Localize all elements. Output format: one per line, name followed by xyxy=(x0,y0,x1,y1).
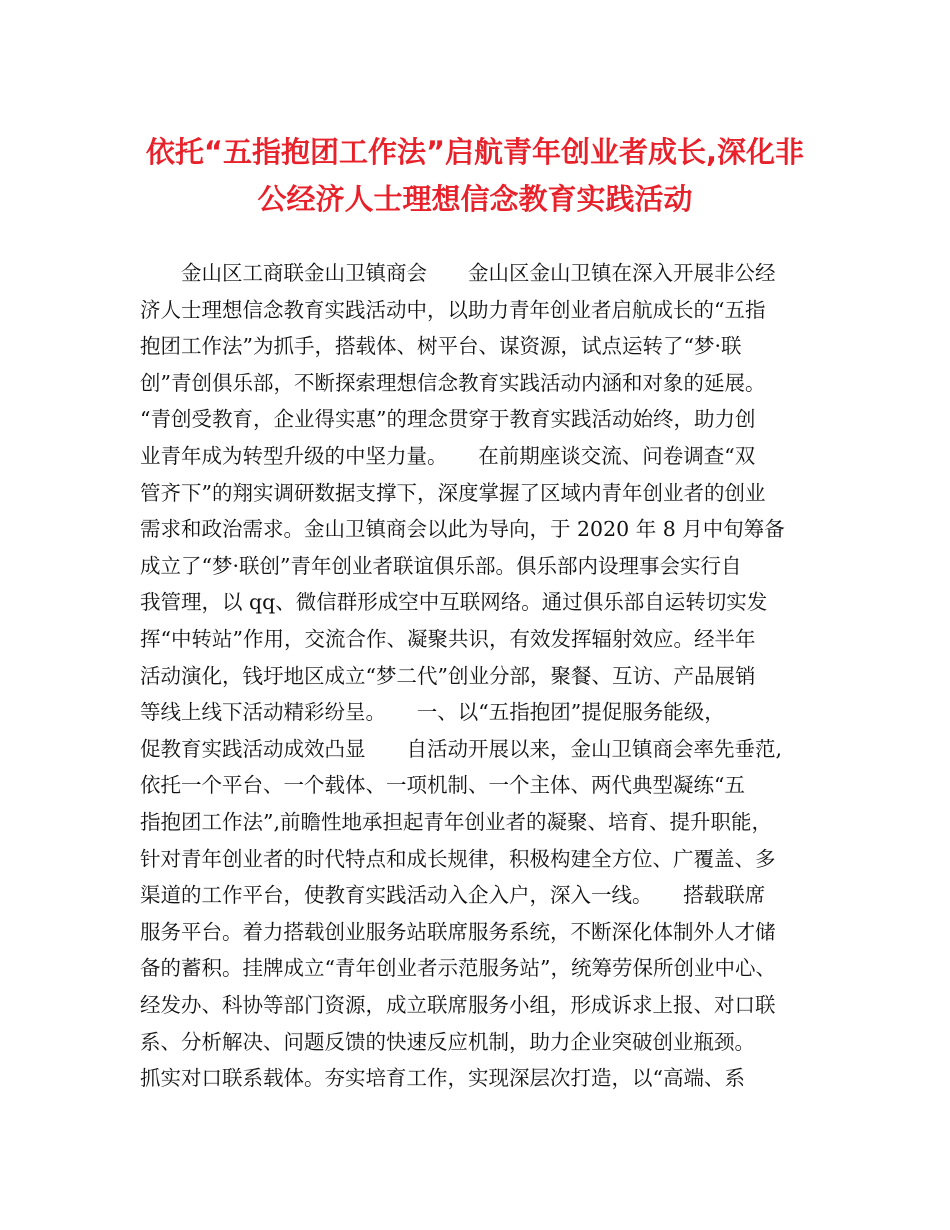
body-line-9: 成立了“梦·联创”青年创业者联谊俱乐部。俱乐部内设理事会实行自 xyxy=(140,553,742,578)
body-line-1: 金山区工商联金山卫镇商会 金山区金山卫镇在深入开展非公经 xyxy=(140,261,776,285)
body-line-16: 指抱团工作法”,前瞻性地承担起青年创业者的凝聚、培育、提升职能， xyxy=(140,810,772,834)
body-line-20: 备的蓄积。挂牌成立“青年创业者示范服务站”，统筹劳保所创业中心、 xyxy=(140,956,776,981)
body-line-19: 服务平台。着力搭载创业服务站联席服务系统，不断深化体制外人才储 xyxy=(140,919,776,944)
body-line-7: 管齐下”的翔实调研数据支撑下，深度掌握了区域内青年创业者的创业 xyxy=(140,480,766,505)
body-line-8: 需求和政治需求。金山卫镇商会以此为导向，于 2020 年 8 月中旬筹备 xyxy=(140,517,785,542)
body-line-22: 系、分析解决、问题反馈的快速反应机制，助力企业突破创业瓶颈。 xyxy=(140,1029,755,1054)
body-line-2: 济人士理想信念教育实践活动中，以助力青年创业者启航成长的“五指 xyxy=(140,297,766,322)
body-line-17: 针对青年创业者的时代特点和成长规律，积极构建全方位、广覆盖、多 xyxy=(140,846,776,871)
body-line-4: 创”青创俱乐部，不断探索理想信念教育实践活动内涵和对象的延展。 xyxy=(140,370,766,395)
body-line-14: 促教育实践活动成效凸显 自活动开展以来，金山卫镇商会率先垂范, xyxy=(140,736,783,761)
body-line-3: 抱团工作法”为抓手，搭载体、树平台、谋资源，试点运转了“梦·联 xyxy=(140,334,742,359)
body-line-21: 经发办、科协等部门资源，成立联席服务小组，形成诉求上报、对口联 xyxy=(140,993,776,1017)
body-line-11: 挥“中转站”作用，交流合作、凝聚共识，有效发挥辐射效应。经半年 xyxy=(140,627,756,651)
body-line-23: 抓实对口联系载体。夯实培育工作，实现深层次打造，以“高端、系 xyxy=(140,1066,745,1091)
document-title-line-1: 依托“五指抱团工作法”启航青年创业者成长,深化非 xyxy=(145,135,805,169)
body-line-15: 依托一个平台、一个载体、一项机制、一个主体、两代典型凝练“五 xyxy=(140,773,745,798)
document-title-line-2: 公经济人士理想信念教育实践活动 xyxy=(257,182,693,216)
body-line-5: “青创受教育，企业得实惠”的理念贯穿于教育实践活动始终，助力创 xyxy=(140,407,756,432)
body-line-18: 渠道的工作平台，使教育实践活动入企入户，深入一线。 搭载联席 xyxy=(140,883,766,908)
body-line-12: 活动演化，钱圩地区成立“梦二代”创业分部，聚餐、互访、产品展销 xyxy=(140,663,756,688)
body-line-10: 我管理，以 qq、微信群形成空中互联网络。通过俱乐部自运转切实发 xyxy=(140,590,768,615)
body-line-13: 等线上线下活动精彩纷呈。 一、以“五指抱团”提促服务能级， xyxy=(140,700,725,725)
body-line-6: 业青年成为转型升级的中坚力量。 在前期座谈交流、问卷调查“双 xyxy=(140,444,756,468)
